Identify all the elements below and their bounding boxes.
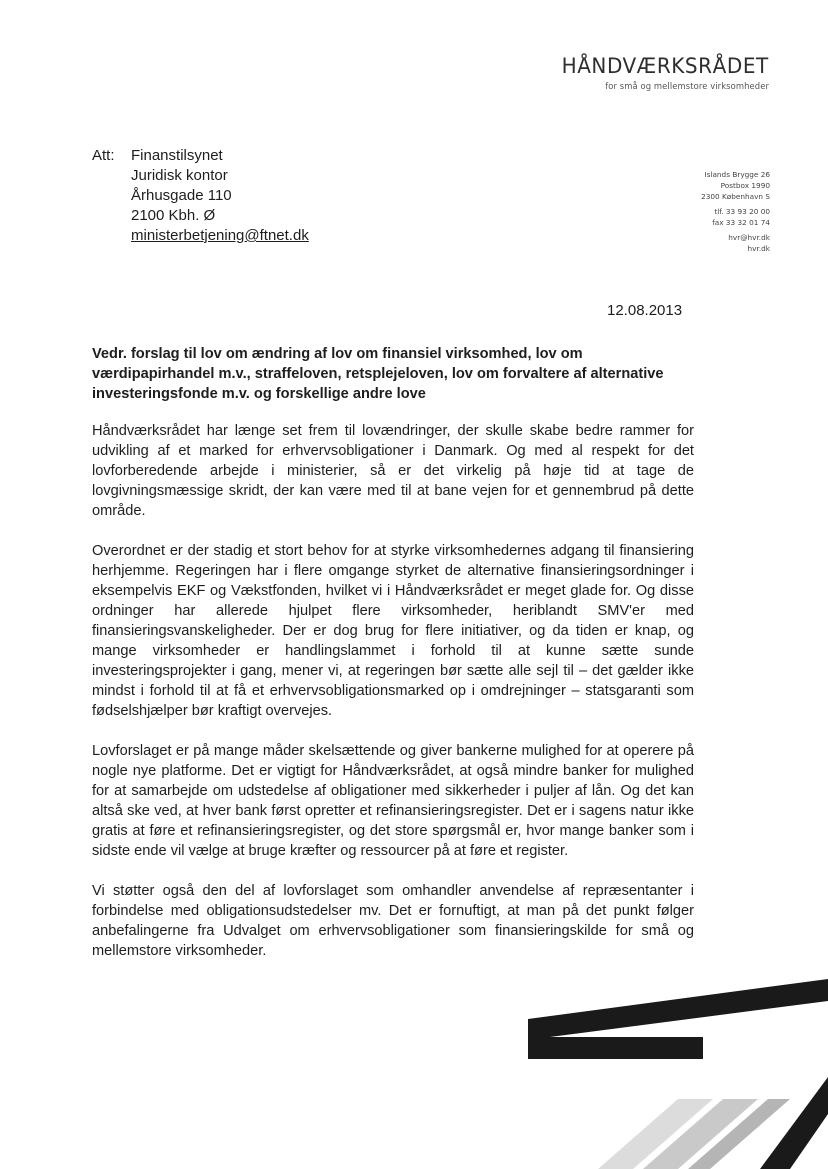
- org-tagline: for små og mellemstore virksomheder: [605, 81, 769, 91]
- body-paragraph: Overordnet er der stadig et stort behov for at styrke virksomhedernes adgang til finansiering herhjemme. Regeringen har i flere omgange styrket de alternative finansieringsordninger i eksempelvis EKF og Vækstfonden, hvilket vi i Håndværksrådet er meget glade for. Og disse ordninger har allerede hjulpet flere virksomheder, heriblandt SMV'er med finansieringsvanskeligheder. Der er dog brug for flere initiativer, og da tiden er knap, og mange virksomheder er handlingslammet i forhold til at kunne sætte sunde investeringsprojekter i gang, mener vi, at regeringen bør sætte alle sejl til – det gælder ikke mindst i forhold til at få et erhvervsobligationsmarked op i omdrejninger – statsgaranti som fødselshjælper bør kraftigt overvejes.: [92, 543, 694, 719]
- recipient-block: [92, 146, 309, 246]
- letter-body: [92, 421, 694, 981]
- body-paragraph: Håndværksrådet har længe set frem til lovændringer, der skulle skabe bedre rammer for udvikling af et marked for erhvervsobligationer i Danmark. Og med al respekt for det lovforberedende arbejde i ministerier, så er det virkelig på høje tid at tage de lovgivningsmæssige skridt, der kan være med til at bane vejen for et gennembrud på dette område.: [92, 423, 694, 519]
- recipient-street: Århusgade 110: [131, 187, 232, 204]
- corner-graphic-dark-diagonal: [760, 1077, 828, 1169]
- body-paragraph: Vi støtter også den del af lovforslaget som omhandler anvendelse af repræsentanter i forbindelse med obligationsudstedelser mv. Det er fornuftigt, at man på det punkt følger anbefalingerne fra Udvalget om erhvervsobligationer som finansieringskilde for små og mellemstore virksomheder.: [92, 883, 694, 959]
- sender-fax: fax 33 32 01 74: [712, 218, 770, 227]
- corner-graphic: [528, 979, 828, 1169]
- recipient-line: [92, 186, 309, 206]
- corner-graphic-dark-band: [528, 979, 828, 1059]
- sender-address-line: Islands Brygge 26: [704, 170, 770, 179]
- sender-email: hvr@hvr.dk: [728, 233, 770, 242]
- letter-subject: Vedr. forslag til lov om ændring af lov om finansiel virksomhed, lov om værdipapirhandel m.v., straffeloven, retsplejeloven, lov om forvaltere af alternative investeringsfonde m.v. og forskellige andre love: [92, 346, 664, 402]
- sender-address-line: Postbox 1990: [720, 181, 770, 190]
- sender-contact: [701, 169, 770, 258]
- recipient-email-link[interactable]: ministerbetjening@ftnet.dk: [131, 227, 309, 244]
- recipient-line: [92, 166, 309, 186]
- body-paragraph: Lovforslaget er på mange måder skelsættende og giver bankerne mulighed for at operere på nogle nye platforme. Det er vigtigt for Håndværksrådet, at også mindre banker for mulighed for at samarbejde om udstedelse af obligationer med sikkerheder i puljer af lån. Og det kan altså ske ved, at hver bank først opretter et refinansieringsregister. Det er i sagens natur ikke gratis at føre et refinansieringsregister, og det store spørgsmål er, hvor mange banker som i sidste ende vil vælge at bruge kræfter og ressourcer på at føre et register.: [92, 743, 694, 859]
- sender-web-group: [701, 232, 770, 254]
- recipient-line: [92, 146, 309, 166]
- recipient-line: [92, 226, 309, 246]
- sender-website: hvr.dk: [747, 244, 770, 253]
- sender-phone-group: [701, 206, 770, 228]
- recipient-name: Finanstilsynet: [131, 147, 223, 164]
- recipient-line: [92, 206, 309, 226]
- sender-phone: tlf. 33 93 20 00: [714, 207, 770, 216]
- recipient-department: Juridisk kontor: [131, 167, 228, 184]
- att-label: Att:: [92, 147, 115, 164]
- recipient-city: 2100 Kbh. Ø: [131, 207, 216, 224]
- letter-date: 12.08.2013: [607, 302, 683, 319]
- org-name: HÅNDVÆRKSRÅDET: [561, 54, 769, 79]
- sender-address: [701, 169, 770, 202]
- letterhead-logo: [546, 54, 769, 91]
- sender-address-line: 2300 København S: [701, 192, 770, 201]
